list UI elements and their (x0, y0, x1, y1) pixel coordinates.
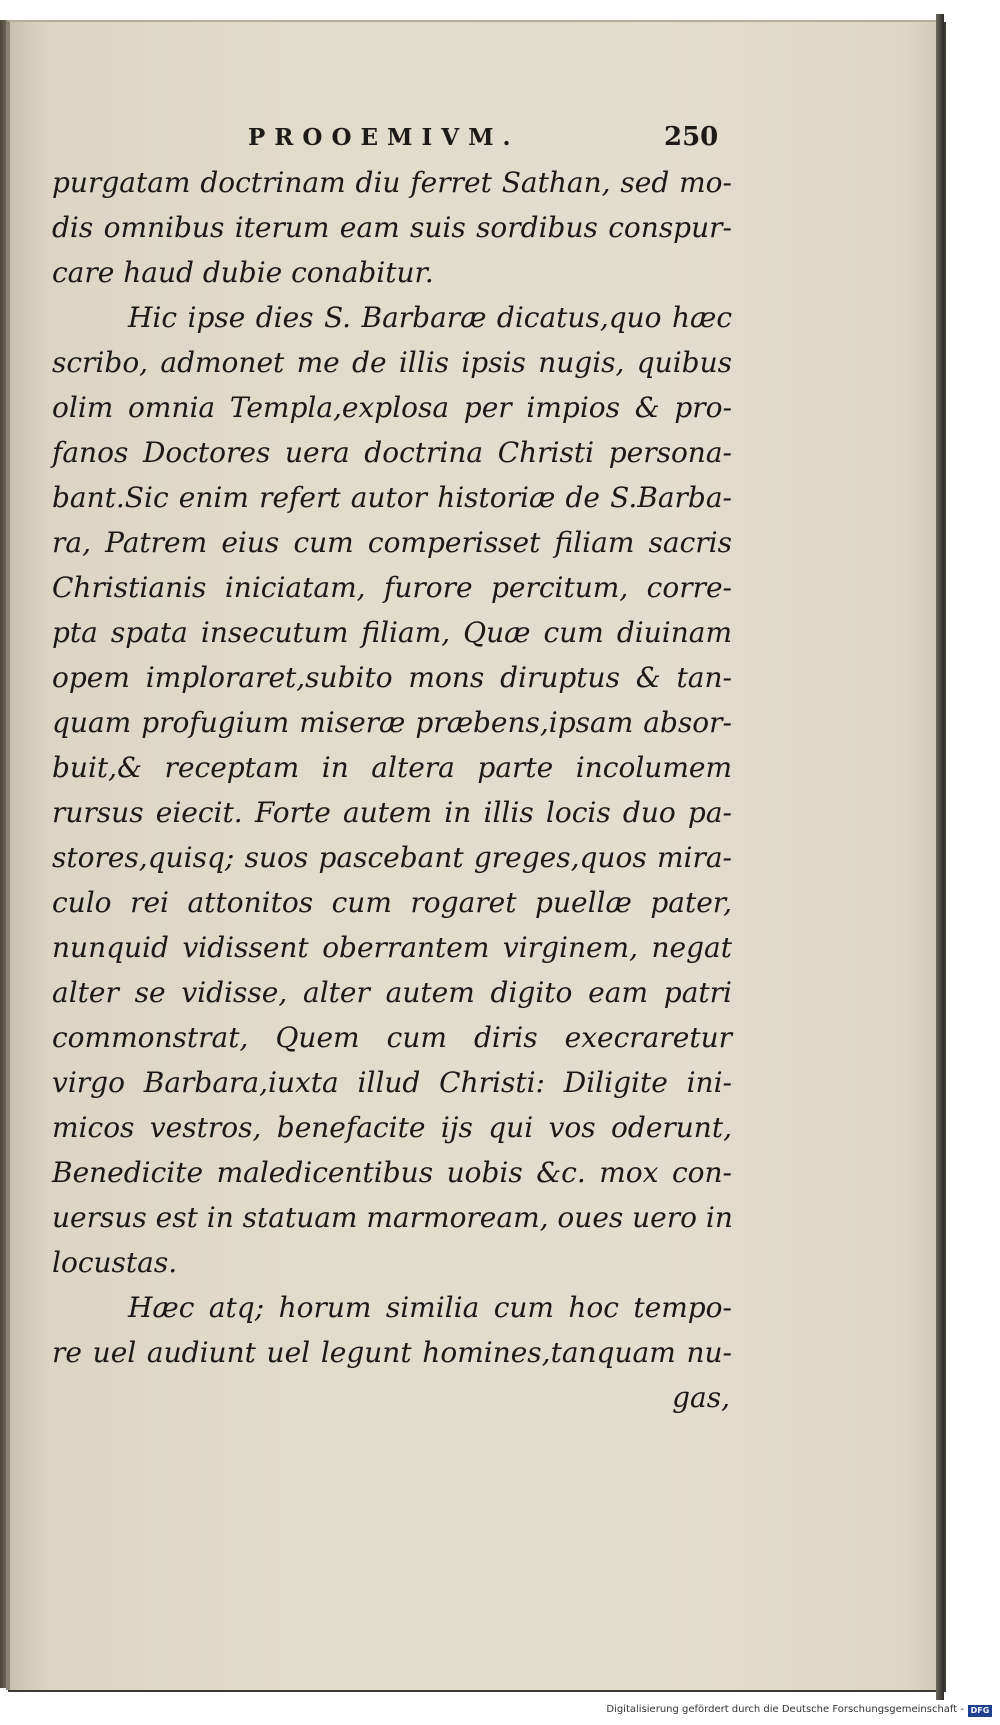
text-line: Christianis iniciatam, furore percitum, corre- (52, 571, 732, 604)
text-line: purgatam doctrinam diu ferret Sathan, sed mo- (52, 166, 732, 199)
text-line: ra, Patrem eius cum comperisset filiam sacris (52, 526, 732, 559)
text-line: bant.Sic enim refert autor historiæ de S.Barba- (52, 481, 732, 514)
text-line: opem imploraret,subito mons diruptus & tan- (52, 661, 732, 694)
text-line: fanos Doctores uera doctrina Christi persona- (52, 436, 732, 469)
text-line: Benedicite maledicentibus uobis &c. mox con- (52, 1156, 732, 1189)
text-line: virgo Barbara,iuxta illud Christi: Diligite ini- (52, 1066, 732, 1099)
paragraph-start-line: Hic ipse dies S. Barbaræ dicatus,quo hæc (128, 301, 732, 334)
text-line: uersus est in statuam marmoream, oues uero in (52, 1201, 733, 1234)
text-line: olim omnia Templa,explosa per impios & pro- (52, 391, 732, 424)
digitization-footer (0, 1700, 1000, 1725)
text-line: care haud dubie conabitur. (52, 256, 434, 289)
text-line: rursus eiecit. Forte autem in illis locis duo pa- (52, 796, 732, 829)
text-line: stores,quisq; suos pascebant greges,quos mira- (52, 841, 732, 874)
catchword: gas, (672, 1381, 730, 1414)
text-line: micos vestros, benefacite ijs qui vos oderunt, (52, 1111, 732, 1144)
text-line: nunquid vidissent oberrantem virginem, negat (52, 931, 732, 964)
page-edge-shadow (936, 14, 944, 1704)
text-line: quam profugium miseræ præbens,ipsam absor- (52, 706, 732, 739)
page-number: 250 (664, 122, 719, 152)
text-line: buit,& receptam in altera parte incolumem (52, 751, 732, 784)
text-line: scribo, admonet me de illis ipsis nugis, quibus (52, 346, 732, 379)
text-line: pta spata insecutum filiam, Quæ cum diuinam (52, 616, 732, 649)
body-text (52, 160, 732, 1420)
text-line: re uel audiunt uel legunt homines,tanquam nu- (52, 1336, 732, 1369)
dfg-logo: DFG (968, 1705, 992, 1717)
paragraph-start-line: Hæc atq; horum similia cum hoc tempo- (128, 1291, 732, 1324)
page-header (0, 124, 1000, 158)
text-line: locustas. (52, 1246, 178, 1279)
funding-notice: Digitalisierung gefördert durch die Deutsche Forschungsgemeinschaft - (606, 1704, 964, 1715)
text-line: dis omnibus iterum eam suis sordibus conspur- (52, 211, 732, 244)
text-line: culo rei attonitos cum rogaret puellæ pater, (52, 886, 732, 919)
running-head: PROOEMIVM. (248, 124, 520, 151)
text-line: alter se vidisse, alter autem digito eam patri (52, 976, 732, 1009)
text-line: commonstrat, Quem cum diris execraretur (52, 1021, 732, 1054)
